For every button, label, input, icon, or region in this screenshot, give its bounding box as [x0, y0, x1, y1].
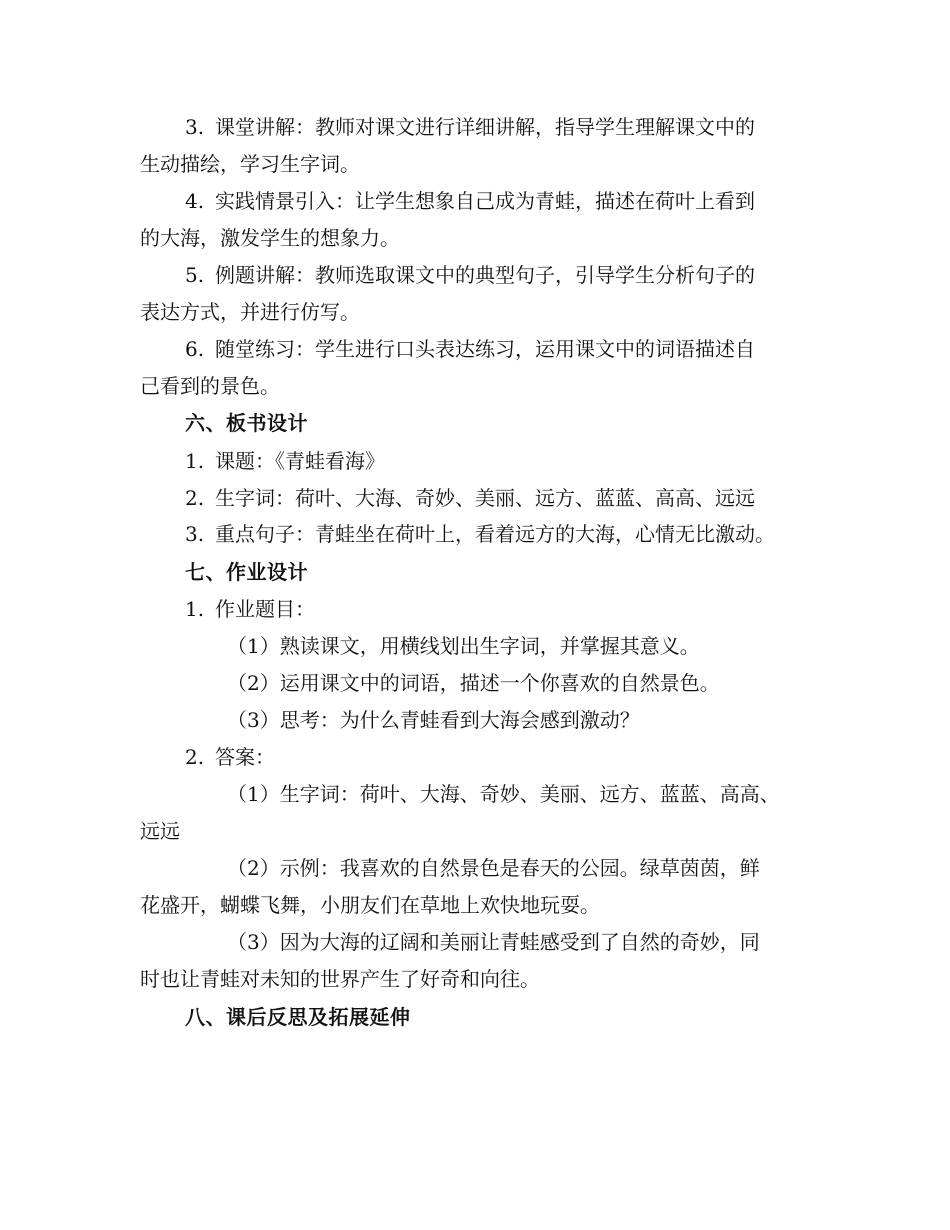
item-number: 1.	[185, 449, 205, 473]
section-6-item-1	[185, 448, 385, 474]
answer-3-line-2: 时也让青蛙对未知的世界产生了好奇和向往。	[140, 967, 540, 991]
item-number: 2.	[185, 486, 205, 510]
homework-questions-label	[185, 596, 315, 622]
answer-2-line-1: （2）示例：我喜欢的自然景色是春天的公园。绿草茵茵，鲜	[227, 856, 760, 880]
step-5-line-2: 表达方式，并进行仿写。	[140, 300, 360, 324]
homework-question-2: （2）运用课文中的词语，描述一个你喜欢的自然景色。	[227, 671, 720, 695]
step-4-line-2: 的大海，激发学生的想象力。	[140, 226, 400, 250]
step-number: 4.	[185, 189, 205, 213]
answer-3-line-1: （3）因为大海的辽阔和美丽让青蛙感受到了自然的奇妙，同	[227, 930, 760, 954]
item-number: 1.	[185, 597, 205, 621]
step-3-line-1	[185, 114, 755, 140]
homework-question-1: （1）熟读课文，用横线划出生字词，并掌握其意义。	[227, 634, 700, 658]
step-6-line-1	[185, 336, 755, 362]
section-8-heading: 八、课后反思及拓展延伸	[185, 1005, 411, 1029]
step-4-line-1	[185, 188, 755, 214]
step-6-line-2: 己看到的景色。	[140, 374, 280, 398]
step-text: 例题讲解：教师选取课文中的典型句子，引导学生分析句子的	[215, 263, 755, 287]
item-text: 答案：	[215, 745, 275, 769]
item-text: 课题：《青蛙看海》	[215, 449, 385, 473]
step-text: 课堂讲解：教师对课文进行详细讲解，指导学生理解课文中的	[215, 115, 755, 139]
step-5-line-1	[185, 262, 755, 288]
item-number: 3.	[185, 522, 205, 546]
step-text: 随堂练习：学生进行口头表达练习，运用课文中的词语描述自	[215, 337, 755, 361]
step-3-line-2: 生动描绘，学习生字词。	[140, 152, 360, 176]
step-number: 5.	[185, 263, 205, 287]
item-number: 2.	[185, 745, 205, 769]
section-6-item-3	[185, 521, 775, 547]
item-text: 作业题目：	[215, 597, 315, 621]
item-text: 重点句子：青蛙坐在荷叶上，看着远方的大海，心情无比激动。	[215, 522, 775, 546]
answer-1-line-2: 远远	[140, 819, 180, 843]
answers-label	[185, 744, 275, 770]
section-7-heading: 七、作业设计	[185, 560, 308, 584]
section-6-item-2	[185, 485, 755, 511]
homework-question-3: （3）思考：为什么青蛙看到大海会感到激动？	[227, 708, 640, 732]
answer-2-line-2: 花盛开，蝴蝶飞舞，小朋友们在草地上欢快地玩耍。	[140, 893, 600, 917]
answer-1-line-1: （1）生字词：荷叶、大海、奇妙、美丽、远方、蓝蓝、高高、	[227, 782, 780, 806]
section-6-heading: 六、板书设计	[185, 411, 308, 435]
step-number: 3.	[185, 115, 205, 139]
step-text: 实践情景引入：让学生想象自己成为青蛙，描述在荷叶上看到	[215, 189, 755, 213]
step-number: 6.	[185, 337, 205, 361]
item-text: 生字词：荷叶、大海、奇妙、美丽、远方、蓝蓝、高高、远远	[215, 486, 755, 510]
